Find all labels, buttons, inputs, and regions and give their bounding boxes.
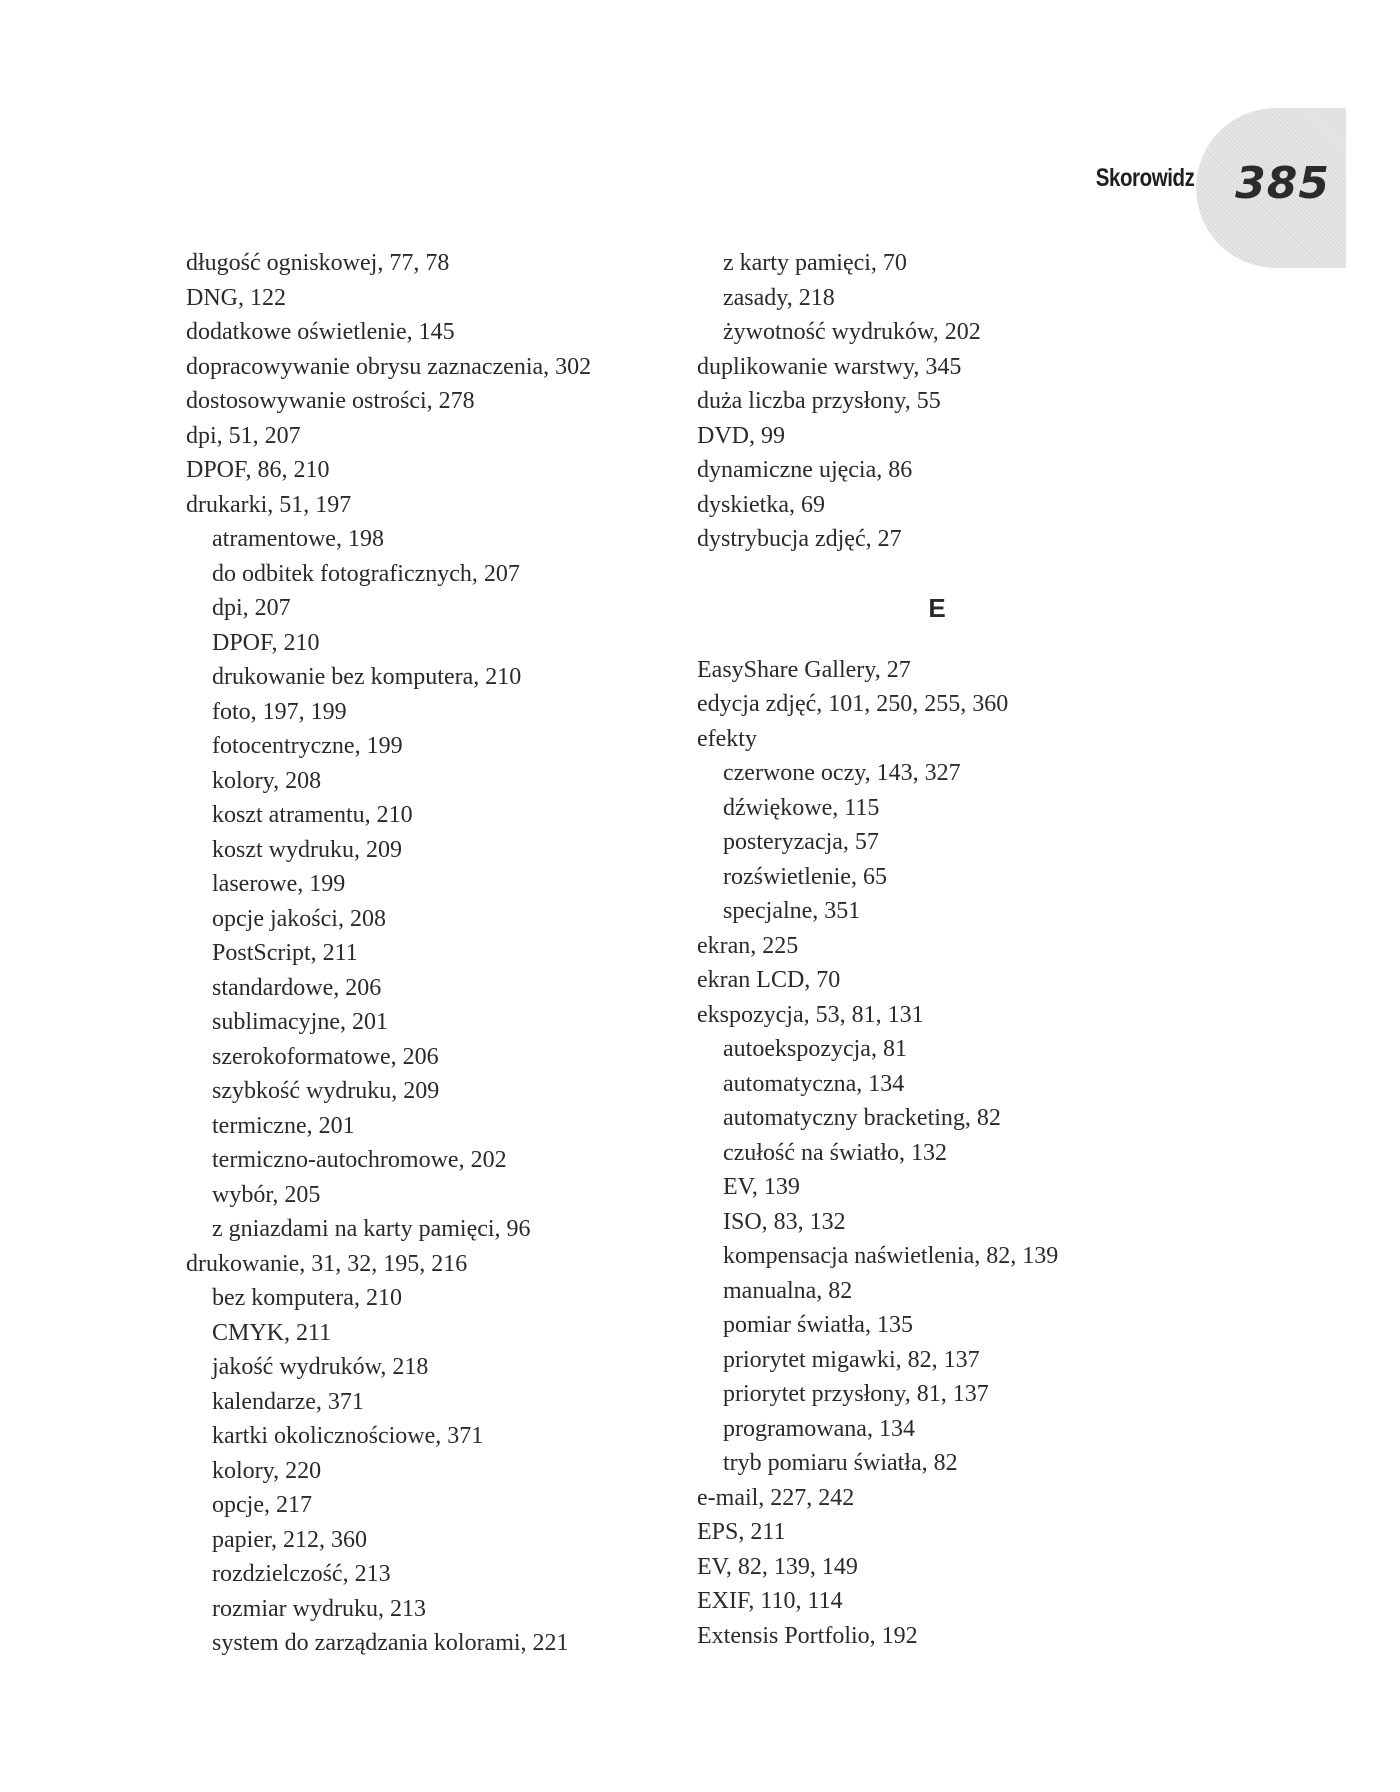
index-subentry: specjalne, 351: [723, 898, 861, 924]
index-entry: e-mail, 227, 242: [697, 1484, 855, 1511]
index-subentry: atramentowe, 198: [212, 526, 384, 552]
index-subentry: jakość wydruków, 218: [212, 1354, 429, 1380]
index-subentry: priorytet migawki, 82, 137: [723, 1346, 980, 1373]
index-subentry: bez komputera, 210: [212, 1285, 402, 1311]
index-subentry: manualna, 82: [723, 1277, 853, 1304]
index-subentry: szybkość wydruku, 209: [212, 1078, 440, 1104]
index-subentry: automatyczny bracketing, 82: [723, 1105, 1001, 1131]
index-entry: dostosowywanie ostrości, 278: [186, 388, 475, 414]
index-subentry: kompensacja naświetlenia, 82, 139: [723, 1243, 1059, 1269]
index-entry: dopracowywanie obrysu zaznaczenia, 302: [186, 353, 592, 380]
index-entry: duża liczba przysłony, 55: [697, 388, 941, 414]
index-subentry: rozmiar wydruku, 213: [212, 1595, 426, 1622]
index-subentry: termiczno-autochromowe, 202: [212, 1147, 507, 1173]
index-entry: edycja zdjęć, 101, 250, 255, 360: [697, 691, 1009, 717]
index-entry: EPS, 211: [697, 1519, 786, 1545]
index-subentry: termiczne, 201: [212, 1112, 355, 1139]
index-subentry: opcje jakości, 208: [212, 905, 386, 932]
index-entry: DPOF, 86, 210: [186, 457, 330, 483]
index-entry: drukarki, 51, 197: [186, 491, 352, 518]
index-subentry: foto, 197, 199: [212, 698, 347, 725]
index-subentry: czułość na światło, 132: [723, 1139, 947, 1166]
index-subentry: CMYK, 211: [212, 1319, 332, 1346]
index-entry: efekty: [697, 725, 757, 752]
index-column-right: [697, 246, 1217, 1653]
index-subentry: DPOF, 210: [212, 629, 320, 656]
index-entry: DNG, 122: [186, 284, 286, 311]
index-subentry: kolory, 208: [212, 767, 322, 794]
index-subentry: zasady, 218: [723, 284, 835, 311]
index-subentry: papier, 212, 360: [212, 1526, 368, 1553]
index-subentry: rozdzielczość, 213: [212, 1561, 391, 1587]
index-subentry: żywotność wydruków, 202: [723, 319, 981, 345]
index-group-e: [697, 653, 1217, 1654]
index-subentry: do odbitek fotograficznych, 207: [212, 560, 520, 587]
index-subentry: programowana, 134: [723, 1415, 915, 1442]
index-entry: EXIF, 110, 114: [697, 1588, 843, 1614]
index-group-d-continued: [697, 246, 1217, 557]
index-subentry: sublimacyjne, 201: [212, 1009, 388, 1035]
index-entry: ekran LCD, 70: [697, 967, 841, 993]
index-subentry: drukowanie bez komputera, 210: [212, 664, 522, 690]
index-subentry: dźwiękowe, 115: [723, 794, 880, 821]
index-subentry: ISO, 83, 132: [723, 1208, 846, 1235]
index-subentry: pomiar światła, 135: [723, 1312, 913, 1338]
index-subentry: czerwone oczy, 143, 327: [723, 760, 961, 786]
index-entry: duplikowanie warstwy, 345: [697, 353, 962, 380]
index-subentry: koszt atramentu, 210: [212, 802, 413, 828]
index-subentry: z gniazdami na karty pamięci, 96: [212, 1216, 531, 1242]
index-entry: dynamiczne ujęcia, 86: [697, 457, 913, 483]
index-entry: ekran, 225: [697, 932, 799, 959]
page-header: [1000, 108, 1400, 268]
index-entry: dodatkowe oświetlenie, 145: [186, 319, 455, 345]
index-subentry: kartki okolicznościowe, 371: [212, 1423, 484, 1449]
index-subentry: opcje, 217: [212, 1492, 312, 1518]
index-subentry: automatyczna, 134: [723, 1070, 905, 1097]
index-subentry: szerokoformatowe, 206: [212, 1043, 439, 1070]
index-entry: dpi, 51, 207: [186, 422, 301, 449]
index-entry: EV, 82, 139, 149: [697, 1553, 858, 1580]
index-subentry: EV, 139: [723, 1174, 800, 1200]
index-entry: ekspozycja, 53, 81, 131: [697, 1001, 924, 1028]
letter-heading: E: [928, 592, 946, 623]
index-subentry: koszt wydruku, 209: [212, 836, 402, 863]
index-subentry: autoekspozycja, 81: [723, 1036, 907, 1062]
page-number: 385: [1235, 158, 1330, 209]
index-subentry: kolory, 220: [212, 1457, 322, 1484]
index-entry: długość ogniskowej, 77, 78: [186, 250, 450, 276]
index-subentry: priorytet przysłony, 81, 137: [723, 1381, 989, 1407]
section-title: Skorowidz: [1096, 164, 1195, 192]
index-entry: dyskietka, 69: [697, 491, 825, 518]
index-subentry: standardowe, 206: [212, 974, 382, 1001]
index-subentry: PostScript, 211: [212, 940, 358, 966]
index-subentry: wybór, 205: [212, 1181, 321, 1208]
index-entry: dystrybucja zdjęć, 27: [697, 526, 902, 552]
index-subentry: posteryzacja, 57: [723, 829, 879, 855]
index-subentry: rozświetlenie, 65: [723, 863, 887, 890]
index-entry: drukowanie, 31, 32, 195, 216: [186, 1250, 468, 1277]
index-entry: DVD, 99: [697, 422, 785, 449]
index-subentry: dpi, 207: [212, 595, 291, 621]
index-subentry: fotocentryczne, 199: [212, 733, 403, 759]
index-subentry: z karty pamięci, 70: [723, 250, 907, 276]
index-column-left: [186, 246, 706, 1661]
index-subentry: laserowe, 199: [212, 871, 346, 897]
index-entry: EasyShare Gallery, 27: [697, 656, 911, 683]
index-subentry: kalendarze, 371: [212, 1388, 364, 1415]
index-subentry: system do zarządzania kolorami, 221: [212, 1630, 569, 1656]
index-subentry: tryb pomiaru światła, 82: [723, 1450, 958, 1476]
index-entry: Extensis Portfolio, 192: [697, 1622, 918, 1649]
